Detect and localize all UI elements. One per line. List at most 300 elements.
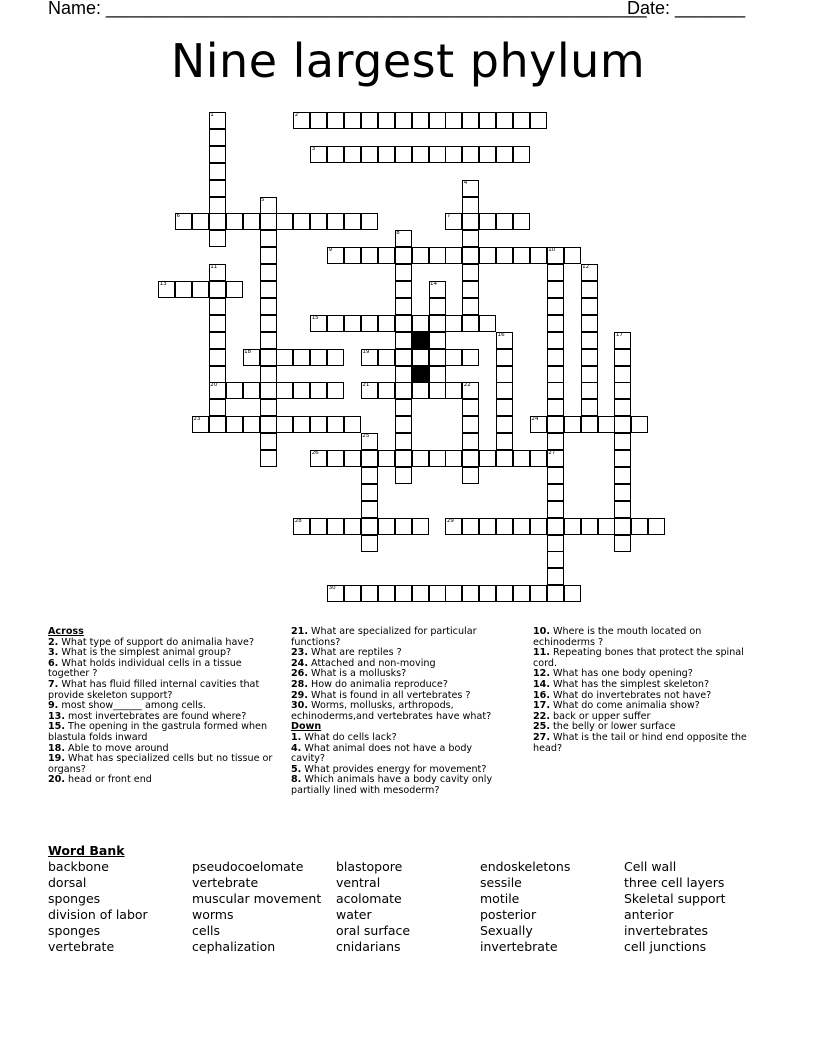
clue-item: [48, 680, 278, 701]
word-bank-word: cephalization: [192, 939, 276, 954]
crossword-cell[interactable]: [462, 264, 479, 281]
crossword-cell[interactable]: [530, 450, 547, 467]
crossword-cell[interactable]: [209, 416, 226, 433]
crossword-cell[interactable]: [429, 366, 446, 383]
clue-number: 14: [430, 281, 437, 287]
crossword-cell[interactable]: [648, 518, 665, 535]
crossword-cell[interactable]: [564, 585, 581, 602]
crossword-cell[interactable]: [310, 112, 327, 129]
crossword-cell[interactable]: [344, 518, 361, 535]
clue-item-text: What is found in all vertebrates ?: [308, 689, 471, 701]
clue-item: [291, 775, 501, 796]
crossword-cell[interactable]: [547, 568, 564, 585]
crossword-cell[interactable]: [614, 518, 631, 535]
crossword-cell[interactable]: [395, 433, 412, 450]
crossword-cell[interactable]: [429, 450, 446, 467]
word-bank-word: sessile: [480, 875, 522, 890]
crossword-cell[interactable]: [462, 146, 479, 163]
crossword-cell[interactable]: [479, 585, 496, 602]
crossword-cell[interactable]: [614, 382, 631, 399]
crossword-cell[interactable]: [513, 213, 530, 230]
crossword-cell[interactable]: [547, 281, 564, 298]
crossword-cell[interactable]: [209, 129, 226, 146]
word-bank-word: sponges: [48, 891, 101, 906]
crossword-cell[interactable]: [378, 518, 395, 535]
crossword-cell[interactable]: [513, 112, 530, 129]
crossword-cell[interactable]: [260, 349, 277, 366]
crossword-cell[interactable]: [395, 146, 412, 163]
crossword-cell[interactable]: [462, 450, 479, 467]
crossword-cell[interactable]: [395, 416, 412, 433]
crossword-cell[interactable]: [293, 382, 310, 399]
crossword-cell[interactable]: [361, 484, 378, 501]
crossword-cell[interactable]: [547, 366, 564, 383]
crossword-cell[interactable]: [209, 213, 226, 230]
crossword-cell[interactable]: [260, 298, 277, 315]
crossword-cell[interactable]: [445, 146, 462, 163]
crossword-cell[interactable]: [378, 247, 395, 264]
crossword-cell[interactable]: [395, 298, 412, 315]
crossword-cell[interactable]: [344, 213, 361, 230]
crossword-cell[interactable]: [614, 484, 631, 501]
crossword-cell[interactable]: [462, 197, 479, 214]
crossword-cell[interactable]: [395, 247, 412, 264]
clue-item-number: 27.: [533, 731, 550, 743]
clue-item: [48, 659, 278, 680]
crossword-cell[interactable]: [496, 247, 513, 264]
crossword-cell[interactable]: [260, 433, 277, 450]
crossword-cell[interactable]: [395, 585, 412, 602]
crossword-cell[interactable]: [513, 585, 530, 602]
clue-item: [291, 627, 501, 648]
crossword-cell[interactable]: [395, 450, 412, 467]
crossword-cell[interactable]: [614, 399, 631, 416]
crossword-cell[interactable]: [327, 213, 344, 230]
crossword-cell[interactable]: [260, 366, 277, 383]
crossword-cell[interactable]: [496, 518, 513, 535]
crossword-cell[interactable]: [412, 146, 429, 163]
crossword-cell[interactable]: [547, 518, 564, 535]
crossword-cell[interactable]: [631, 518, 648, 535]
crossword-cell[interactable]: [429, 349, 446, 366]
crossword-cell[interactable]: [462, 247, 479, 264]
crossword-cell[interactable]: [344, 450, 361, 467]
word-bank-word: endoskeletons: [480, 859, 571, 874]
blocked-cell: [412, 366, 429, 383]
crossword-cell[interactable]: [378, 585, 395, 602]
crossword-cell[interactable]: [395, 366, 412, 383]
crossword-cell[interactable]: [412, 450, 429, 467]
clue-item-number: 18.: [48, 742, 65, 754]
clue-item-number: 11.: [533, 647, 550, 659]
word-bank-column: [624, 859, 726, 955]
crossword-cell[interactable]: [513, 146, 530, 163]
clue-item-text: What provides energy for movement?: [301, 763, 487, 775]
crossword-cell[interactable]: [445, 247, 462, 264]
clue-item-text: What has specialized cells but no tissue or organs?: [48, 753, 273, 775]
crossword-cell[interactable]: [209, 281, 226, 298]
crossword-cell[interactable]: [260, 247, 277, 264]
crossword-cell[interactable]: [361, 315, 378, 332]
crossword-cell[interactable]: [395, 264, 412, 281]
crossword-cell[interactable]: [462, 433, 479, 450]
crossword-cell[interactable]: [547, 433, 564, 450]
crossword-cell[interactable]: [327, 315, 344, 332]
clue-item-number: 12.: [533, 668, 550, 680]
crossword-cell[interactable]: [547, 298, 564, 315]
crossword-cell[interactable]: [361, 213, 378, 230]
crossword-cell[interactable]: [513, 518, 530, 535]
crossword-cell[interactable]: [260, 230, 277, 247]
crossword-cell[interactable]: [530, 112, 547, 129]
clue-item-text: What do cells lack?: [301, 731, 397, 743]
crossword-cell[interactable]: [547, 484, 564, 501]
crossword-cell[interactable]: [429, 112, 446, 129]
crossword-cell[interactable]: [344, 112, 361, 129]
crossword-cell[interactable]: [445, 585, 462, 602]
crossword-cell[interactable]: [631, 416, 648, 433]
crossword-cell[interactable]: [581, 518, 598, 535]
crossword-cell[interactable]: [547, 467, 564, 484]
clue-number: 9: [328, 247, 333, 254]
crossword-cell[interactable]: [547, 382, 564, 399]
crossword-cell[interactable]: [378, 146, 395, 163]
crossword-cell[interactable]: [260, 399, 277, 416]
crossword-cell[interactable]: [209, 366, 226, 383]
word-bank-word: invertebrates: [624, 923, 709, 938]
crossword-cell[interactable]: [361, 467, 378, 484]
crossword-cell[interactable]: [412, 382, 429, 399]
crossword-cell[interactable]: [445, 450, 462, 467]
crossword-cell[interactable]: [564, 247, 581, 264]
word-bank-column: [336, 859, 410, 955]
clue-item-text: What holds individual cells in a tissue together ?: [48, 657, 242, 680]
crossword-cell[interactable]: [260, 416, 277, 433]
clue-item-text: Attached and non-moving: [308, 657, 436, 669]
crossword-cell[interactable]: [209, 349, 226, 366]
crossword-cell[interactable]: [479, 450, 496, 467]
crossword-cell[interactable]: [310, 349, 327, 366]
crossword-cell[interactable]: [276, 416, 293, 433]
crossword-cell[interactable]: [395, 112, 412, 129]
crossword-cell[interactable]: [344, 247, 361, 264]
word-bank-column: [48, 859, 148, 955]
crossword-cell[interactable]: [462, 467, 479, 484]
crossword-cell[interactable]: [496, 399, 513, 416]
crossword-cell[interactable]: [530, 585, 547, 602]
crossword-cell[interactable]: [496, 416, 513, 433]
crossword-cell[interactable]: [293, 416, 310, 433]
crossword-cell[interactable]: [310, 213, 327, 230]
clue-item-number: 1.: [291, 731, 302, 743]
crossword-cell[interactable]: [361, 146, 378, 163]
crossword-cell[interactable]: [479, 146, 496, 163]
clue-item: [48, 775, 278, 786]
crossword-cell[interactable]: [462, 298, 479, 315]
crossword-cell[interactable]: [547, 264, 564, 281]
clue-item-number: 26.: [291, 668, 308, 680]
clue-item-text: What has one body opening?: [550, 668, 693, 680]
crossword-cell[interactable]: [361, 535, 378, 552]
crossword-cell[interactable]: [581, 298, 598, 315]
crossword-cell[interactable]: [445, 349, 462, 366]
crossword-cell[interactable]: [327, 112, 344, 129]
crossword-cell[interactable]: [496, 382, 513, 399]
crossword-cell[interactable]: [581, 315, 598, 332]
crossword-cell[interactable]: [598, 518, 615, 535]
crossword-cell[interactable]: [429, 382, 446, 399]
crossword-cell[interactable]: [513, 450, 530, 467]
crossword-cell[interactable]: [429, 247, 446, 264]
crossword-cell[interactable]: [395, 518, 412, 535]
crossword-cell[interactable]: [395, 467, 412, 484]
crossword-cell[interactable]: [260, 264, 277, 281]
clue-item-number: 9.: [48, 700, 59, 712]
crossword-cell[interactable]: [395, 315, 412, 332]
crossword-cell[interactable]: [547, 349, 564, 366]
crossword-cell[interactable]: [581, 281, 598, 298]
crossword-cell[interactable]: [378, 382, 395, 399]
clue-item-text: What is the simplest animal group?: [58, 647, 232, 659]
clue-item-text: the belly or lower surface: [550, 721, 676, 733]
crossword-cell[interactable]: [513, 247, 530, 264]
crossword-cell[interactable]: [344, 146, 361, 163]
crossword-cell[interactable]: [310, 518, 327, 535]
crossword-cell[interactable]: [429, 146, 446, 163]
clue-item-text: What are specialized for particular functions?: [291, 626, 477, 648]
crossword-cell[interactable]: [412, 349, 429, 366]
clue-item-number: 5.: [291, 763, 302, 775]
crossword-cell[interactable]: [614, 467, 631, 484]
clue-item-text: What do invertebrates not have?: [550, 689, 712, 701]
crossword-cell[interactable]: [209, 163, 226, 180]
crossword-cell[interactable]: [260, 281, 277, 298]
crossword-cell[interactable]: [445, 315, 462, 332]
crossword-cell[interactable]: [547, 585, 564, 602]
word-bank-word: cnidarians: [336, 939, 401, 954]
clue-item-text: most show______ among cells.: [58, 700, 206, 712]
crossword-cell[interactable]: [462, 315, 479, 332]
crossword-cell[interactable]: [614, 366, 631, 383]
crossword-cell[interactable]: [361, 112, 378, 129]
crossword-cell[interactable]: [209, 332, 226, 349]
crossword-cell[interactable]: [462, 112, 479, 129]
crossword-cell[interactable]: [547, 332, 564, 349]
crossword-cell[interactable]: [260, 450, 277, 467]
crossword-cell[interactable]: [429, 315, 446, 332]
crossword-cell[interactable]: [344, 315, 361, 332]
crossword-cell[interactable]: [614, 433, 631, 450]
clue-number: 1: [210, 112, 214, 118]
crossword-cell[interactable]: [226, 281, 243, 298]
crossword-cell[interactable]: [412, 247, 429, 264]
crossword-cell[interactable]: [344, 585, 361, 602]
crossword-cell[interactable]: [243, 416, 260, 433]
crossword-cell[interactable]: [614, 535, 631, 552]
crossword-cell[interactable]: [327, 349, 344, 366]
crossword-cell[interactable]: [276, 213, 293, 230]
crossword-cell[interactable]: [293, 213, 310, 230]
crossword-cell[interactable]: [378, 315, 395, 332]
clue-number: 15: [311, 314, 319, 321]
crossword-cell[interactable]: [395, 332, 412, 349]
crossword-cell[interactable]: [614, 349, 631, 366]
crossword-cell[interactable]: [462, 585, 479, 602]
crossword-cell[interactable]: [260, 315, 277, 332]
crossword-cell[interactable]: [209, 298, 226, 315]
word-bank-word: dorsal: [48, 875, 87, 890]
crossword-cell[interactable]: [496, 585, 513, 602]
crossword-cell[interactable]: [479, 315, 496, 332]
crossword-cell[interactable]: [479, 518, 496, 535]
crossword-cell[interactable]: [581, 349, 598, 366]
crossword-cell[interactable]: [395, 349, 412, 366]
crossword-cell[interactable]: [462, 399, 479, 416]
crossword-cell[interactable]: [429, 332, 446, 349]
clue-item-text: What is the tail or hind end opposite the head?: [533, 731, 747, 754]
crossword-cell[interactable]: [581, 366, 598, 383]
crossword-cell[interactable]: [496, 112, 513, 129]
clue-number: 4: [463, 179, 468, 186]
clue-item-text: What do come animalia show?: [550, 700, 700, 712]
crossword-cell[interactable]: [462, 518, 479, 535]
crossword-cell[interactable]: [226, 382, 243, 399]
crossword-cell[interactable]: [276, 349, 293, 366]
crossword-cell[interactable]: [530, 518, 547, 535]
crossword-cell[interactable]: [327, 146, 344, 163]
crossword-cell[interactable]: [260, 213, 277, 230]
crossword-cell[interactable]: [547, 399, 564, 416]
crossword-cell[interactable]: [429, 298, 446, 315]
crossword-cell[interactable]: [395, 382, 412, 399]
word-bank-word: posterior: [480, 907, 537, 922]
crossword-cell[interactable]: [445, 382, 462, 399]
crossword-cell[interactable]: [226, 416, 243, 433]
crossword-cell[interactable]: [445, 112, 462, 129]
crossword-cell[interactable]: [327, 416, 344, 433]
clue-item-text: Worms, mollusks, arthropods, echinoderms,and vertebrates have what?: [291, 700, 492, 722]
crossword-cell[interactable]: [293, 349, 310, 366]
crossword-cell[interactable]: [547, 551, 564, 568]
crossword-cell[interactable]: [378, 349, 395, 366]
crossword-cell[interactable]: [361, 518, 378, 535]
crossword-cell[interactable]: [209, 399, 226, 416]
crossword-cell[interactable]: [496, 366, 513, 383]
crossword-cell[interactable]: [175, 281, 192, 298]
word-bank-word: cells: [192, 923, 221, 938]
crossword-cell[interactable]: [344, 416, 361, 433]
crossword-cell[interactable]: [479, 247, 496, 264]
crossword-cell[interactable]: [598, 416, 615, 433]
crossword-cell[interactable]: [581, 382, 598, 399]
crossword-cell[interactable]: [547, 501, 564, 518]
clue-item-text: What has the simplest skeleton?: [550, 678, 710, 690]
crossword-cell[interactable]: [547, 535, 564, 552]
crossword-cell[interactable]: [209, 146, 226, 163]
clue-item-number: 21.: [291, 626, 308, 637]
crossword-cell[interactable]: [310, 416, 327, 433]
crossword-cell[interactable]: [547, 416, 564, 433]
crossword-cell[interactable]: [530, 247, 547, 264]
clue-number: 12: [582, 264, 590, 271]
crossword-cell[interactable]: [496, 213, 513, 230]
crossword-cell[interactable]: [361, 450, 378, 467]
clue-item-text: Able to move around: [65, 742, 169, 754]
crossword-cell[interactable]: [243, 213, 260, 230]
crossword-cell[interactable]: [327, 450, 344, 467]
clue-number: 26: [311, 450, 319, 456]
crossword-cell[interactable]: [260, 382, 277, 399]
clue-number: 3: [311, 145, 316, 152]
crossword-cell[interactable]: [192, 213, 209, 230]
clue-number: 13: [159, 281, 167, 287]
crossword-cell[interactable]: [614, 416, 631, 433]
crossword-cell[interactable]: [361, 247, 378, 264]
crossword-cell[interactable]: [547, 315, 564, 332]
clue-number: 23: [193, 416, 201, 423]
crossword-cell[interactable]: [310, 382, 327, 399]
crossword-cell[interactable]: [209, 180, 226, 197]
crossword-cell[interactable]: [429, 585, 446, 602]
crossword-cell[interactable]: [496, 433, 513, 450]
crossword-cell[interactable]: [614, 501, 631, 518]
crossword-cell[interactable]: [378, 450, 395, 467]
crossword-cell[interactable]: [226, 213, 243, 230]
crossword-cell[interactable]: [462, 416, 479, 433]
crossword-cell[interactable]: [581, 416, 598, 433]
crossword-cell[interactable]: [209, 197, 226, 214]
crossword-cell[interactable]: [496, 349, 513, 366]
crossword-cell[interactable]: [412, 518, 429, 535]
crossword-cell[interactable]: [209, 230, 226, 247]
crossword-cell[interactable]: [395, 399, 412, 416]
crossword-cell[interactable]: [276, 382, 293, 399]
clue-number: 18: [244, 348, 252, 355]
crossword-cell[interactable]: [479, 112, 496, 129]
crossword-cell[interactable]: [462, 281, 479, 298]
crossword-cell[interactable]: [581, 399, 598, 416]
crossword-cell[interactable]: [496, 450, 513, 467]
crossword-cell[interactable]: [361, 501, 378, 518]
crossword-cell[interactable]: [327, 518, 344, 535]
clue-number: 11: [210, 264, 218, 271]
name-field-label: Name: ______________________________________________________: [48, 0, 647, 18]
crossword-cell[interactable]: [564, 518, 581, 535]
crossword-cell[interactable]: [412, 585, 429, 602]
crossword-cell[interactable]: [496, 146, 513, 163]
crossword-cell[interactable]: [462, 349, 479, 366]
crossword-cell[interactable]: [462, 230, 479, 247]
crossword-cell[interactable]: [412, 112, 429, 129]
crossword-cell[interactable]: [462, 213, 479, 230]
crossword-cell[interactable]: [581, 332, 598, 349]
crossword-cell[interactable]: [614, 450, 631, 467]
crossword-cell[interactable]: [378, 112, 395, 129]
crossword-cell[interactable]: [327, 382, 344, 399]
crossword-cell[interactable]: [361, 585, 378, 602]
crossword-cell[interactable]: [192, 281, 209, 298]
word-bank-word: acolomate: [336, 891, 402, 906]
crossword-cell[interactable]: [395, 281, 412, 298]
crossword-cell[interactable]: [479, 213, 496, 230]
clue-item: [533, 733, 763, 754]
crossword-cell[interactable]: [564, 416, 581, 433]
crossword-cell[interactable]: [243, 382, 260, 399]
clue-item-number: 10.: [533, 626, 550, 637]
crossword-cell[interactable]: [412, 315, 429, 332]
crossword-cell[interactable]: [260, 332, 277, 349]
crossword-cell[interactable]: [209, 315, 226, 332]
